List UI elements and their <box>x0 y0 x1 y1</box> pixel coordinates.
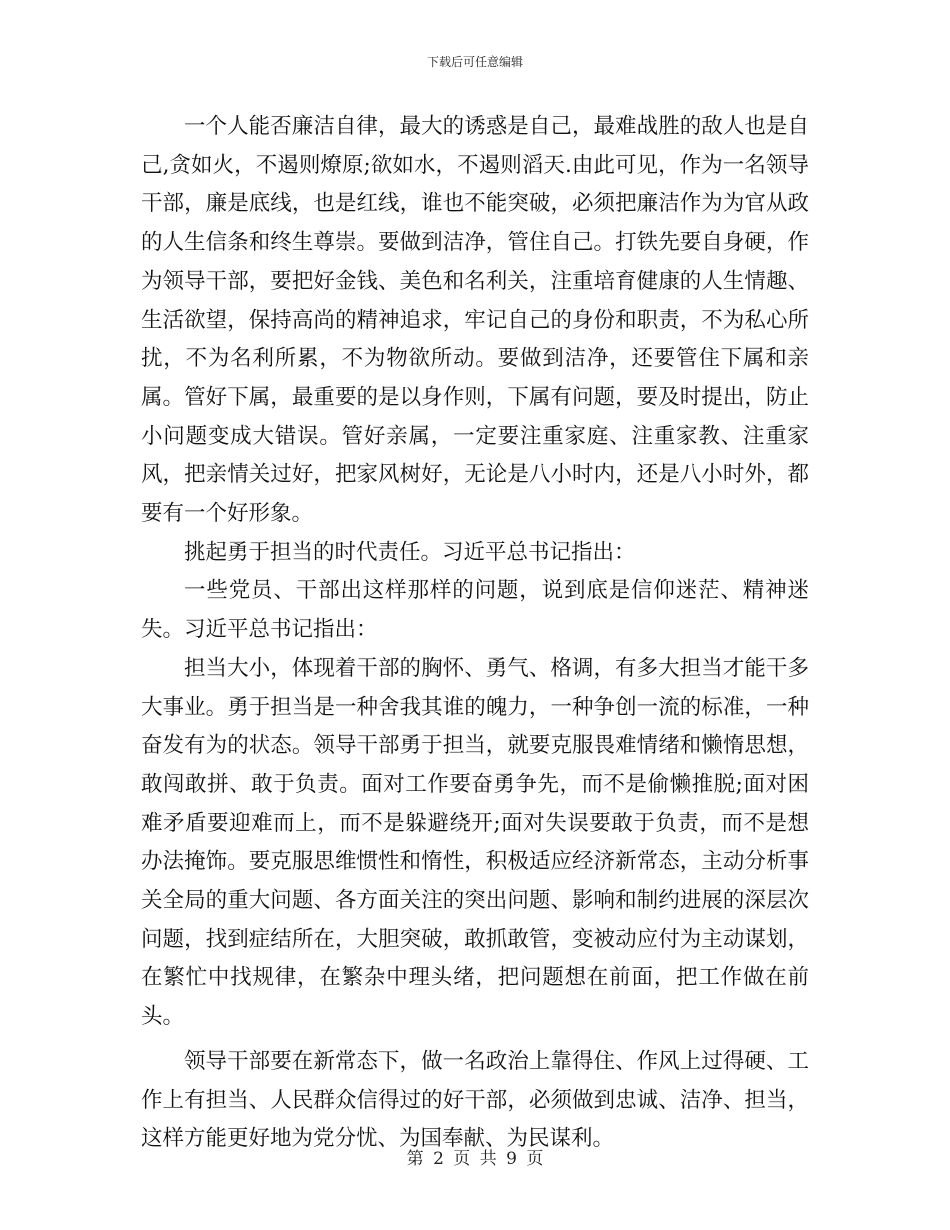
page-number: 第 2 页 共 9 页 <box>406 1149 544 1169</box>
page-header: 下载后可任意编辑 <box>426 55 523 69</box>
paragraph-belief: 一些党员、干部出这样那样的问题，说到底是信仰迷茫、精神迷失。习近平总书记指出： <box>141 578 809 643</box>
paragraph-conclusion: 领导干部要在新常态下，做一名政治上靠得住、作风上过得硬、工作上有担当、人民群众信得过的好干部，必须做到忠诚、洁净、担当，这样方能更好地为党分忧、为国奉献、为民谋利。 <box>141 1048 809 1152</box>
paragraph-responsibility-heading: 挑起勇于担当的时代责任。习近平总书记指出： <box>184 539 636 565</box>
paragraph-responsibility: 担当大小，体现着干部的胸怀、勇气、格调，有多大担当才能干多大事业。勇于担当是一种舍我其谁的魄力，一种争创一流的标准，一种奋发有为的状态。领导干部勇于担当，就要克服畏难情绪和懒惰思想，敢闯敢拼、敢于负责。面对工作要奋勇争先，而不是偷懒推脱;面对困难矛盾要迎难而上，而不是躲避绕开;面对失误要敢于负责，而不是想办法掩饰。要克服思维惯性和惰性，积极适应经济新常态，主动分析事关全局的重大问题、各方面关注的突出问题、影响和制约进展的深层次问题，找到症结所在，大胆突破，敢抓敢管，变被动应付为主动谋划，在繁忙中找规律，在繁杂中理头绪，把问题想在前面，把工作做在前头。 <box>141 655 809 1030</box>
paragraph-integrity: 一个人能否廉洁自律，最大的诱惑是自己，最难战胜的敌人也是自己,贪如火，不遏则燎原;欲如水，不遏则滔天.由此可见，作为一名领导干部，廉是底线，也是红线，谁也不能突破，必须把廉洁作为为官从政的人生信条和终生尊崇。要做到洁净，管住自己。打铁先要自身硬，作为领导干部，要把好金钱、美色和名利关，注重培育健康的人生情趣、生活欲望，保持高尚的精神追求，牢记自己的身份和职责，不为私心所扰，不为名利所累，不为物欲所动。要做到洁净，还要管住下属和亲属。管好下属，最重要的是以身作则，下属有问题，要及时提出，防止小问题变成大错误。管好亲属，一定要注重家庭、注重家教、注重家风，把亲情关过好，把家风树好，无论是八小时内，还是八小时外，都要有一个好形象。 <box>141 114 809 527</box>
document-body <box>141 108 809 1159</box>
